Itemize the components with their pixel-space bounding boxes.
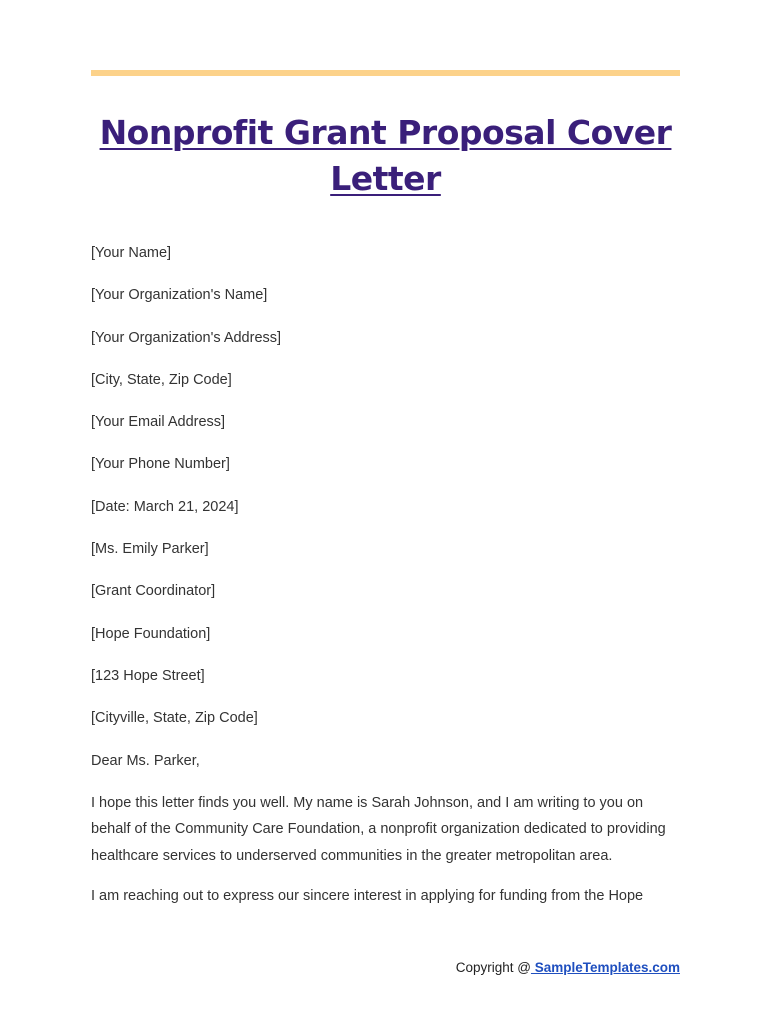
sender-email: [Your Email Address] xyxy=(91,414,226,431)
sender-organization: [Your Organization's Name] xyxy=(91,287,268,304)
salutation: Dear Ms. Parker, xyxy=(91,752,200,769)
recipient-city-state-zip: [Cityville, State, Zip Code] xyxy=(91,710,258,727)
letter-date: [Date: March 21, 2024] xyxy=(91,498,239,515)
sender-address: [Your Organization's Address] xyxy=(91,329,282,346)
recipient-street: [123 Hope Street] xyxy=(91,667,205,684)
sender-city-state-zip: [City, State, Zip Code] xyxy=(91,371,232,388)
body-paragraph: I am reaching out to express our sincere interest in applying for funding from the Hope xyxy=(91,888,644,905)
sender-phone: [Your Phone Number] xyxy=(91,456,230,473)
top-accent-bar xyxy=(91,70,680,76)
sampletemplates-link[interactable]: SampleTemplates.com xyxy=(530,960,680,975)
body-paragraph: I hope this letter finds you well. My name is Sarah Johnson, and I am writing to you on behalf of the Community Care Foundation, a nonprofit organization dedicated to providing healthcare services to underserved communities in the greater metropolitan area. xyxy=(91,794,666,864)
copyright-footer xyxy=(91,960,680,975)
sender-name: [Your Name] xyxy=(91,245,172,261)
recipient-organization: [Hope Foundation] xyxy=(91,625,211,642)
letter-body xyxy=(91,240,680,924)
page-title: Nonprofit Grant Proposal Cover Letter xyxy=(99,113,672,198)
recipient-title: [Grant Coordinator] xyxy=(91,583,216,600)
recipient-name: [Ms. Emily Parker] xyxy=(91,541,209,558)
copyright-prefix: Copyright @ xyxy=(455,960,531,975)
